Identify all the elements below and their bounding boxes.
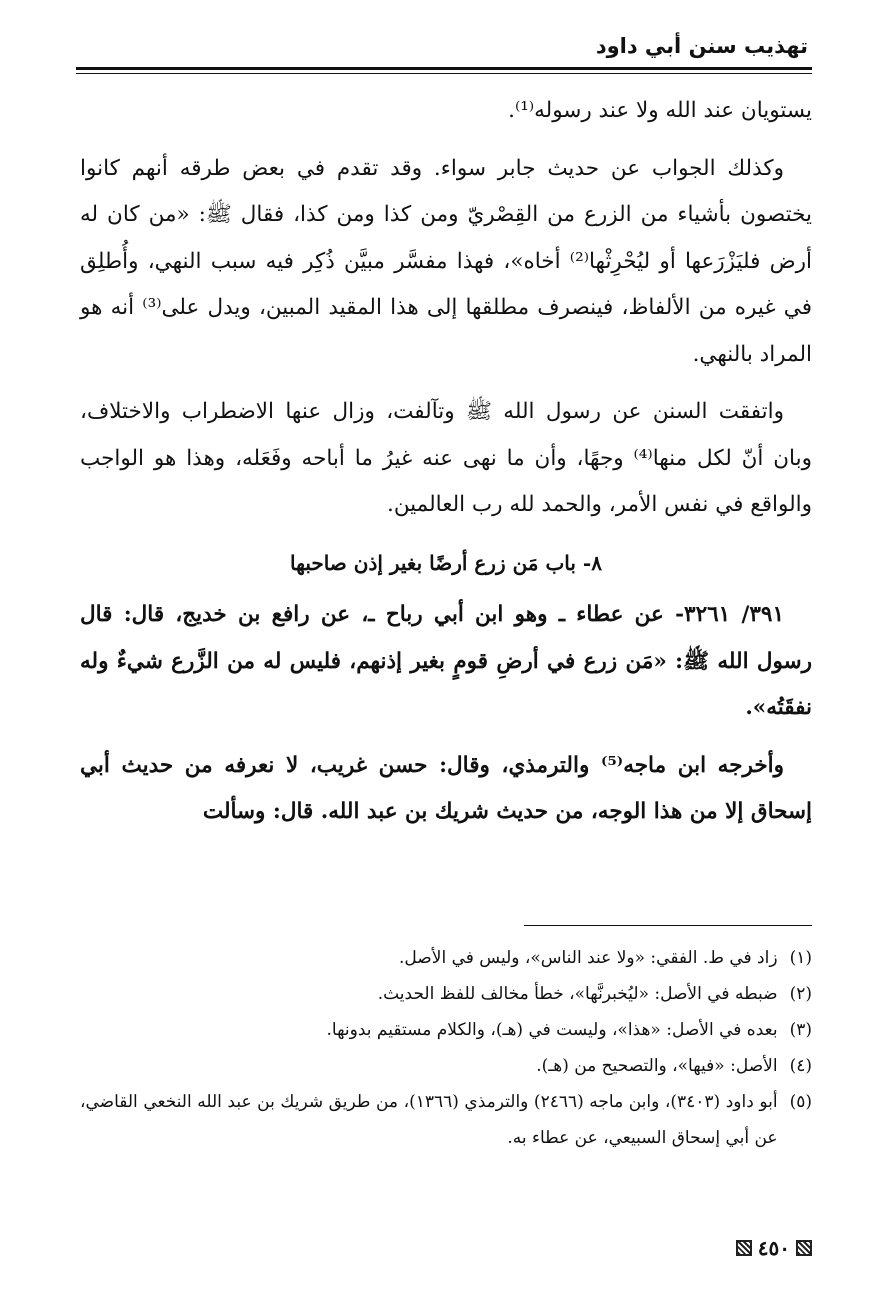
footnote-number: (٣) (789, 1020, 812, 1040)
paragraph-1: يستويان عند الله ولا عند رسوله⁽¹⁾. (508, 98, 812, 123)
hadith-text: ٣٩١/ ٣٢٦١- عن عطاء ـ وهو ابن أبي رباح ـ، عن رافع بن خديج، قال: قال رسول الله ﷺ: «مَن زرع في أرضِ قومٍ بغير إذنهم، فليس له من الزَّرع شيءٌ وله نفقَتُه». (80, 602, 812, 720)
paragraph-3: واتفقت السنن عن رسول الله ﷺ وتآلفت، وزال عنها الاضطراب والاختلاف، وبان أنّ لكل منها⁽⁴⁾ وجهًا، وأن ما نهى عنه غيرُ ما أباحه وفَعَله، وهذا هو الواجب والواقع في نفس الأمر، والحمد لله رب العالمين. (80, 399, 812, 517)
footnote-number: (١) (789, 948, 812, 968)
paragraph-4: وأخرجه ابن ماجه⁽⁵⁾ والترمذي، وقال: حسن غريب، لا نعرفه من حديث أبي إسحاق إلا من هذا الوجه، من حديث شريك بن عبد الله. قال: وسألت (80, 752, 812, 824)
footnote-number: (٢) (789, 984, 812, 1004)
footnote-4 (80, 1048, 812, 1084)
footnote-text: الأصل: «فيها»، والتصحيح من (هـ). (536, 1056, 778, 1076)
ornament-icon (736, 1240, 752, 1256)
footnote-divider (524, 925, 812, 926)
chapter-heading: ٨- باب مَن زرع أرضًا بغير إذن صاحبها (290, 550, 602, 575)
footnote-3 (80, 1012, 812, 1048)
footnote-text: بعده في الأصل: «هذا»، وليست في (هـ)، والكلام مستقيم بدونها. (326, 1020, 778, 1040)
footnote-text: أبو داود (٣٤٠٣)، وابن ماجه (٢٤٦٦) والترمذي (١٣٦٦)، من طريق شريك بن عبد الله النخعي القاضي، عن أبي إسحاق السبيعي، عن عطاء به. (80, 1092, 778, 1148)
main-text (80, 88, 812, 847)
footnote-2 (80, 976, 812, 1012)
footnotes (80, 940, 812, 1156)
footnote-5 (80, 1084, 812, 1156)
running-header-title: تهذيب سنن أبي داود (595, 34, 808, 58)
page-number-text: ٤٥٠ (757, 1236, 790, 1260)
paragraph-2: وكذلك الجواب عن حديث جابر سواء. وقد تقدم في بعض طرقه أنهم كانوا يختصون بأشياء من الزرع من القِصْريّ ومن كذا ومن كذا، فقال ﷺ: «من كان له أرض فليَزْرَعها أو ليُحْرِثْها⁽²⁾ أخاه»، فهذا مفسَّر مبيَّن ذُكِر فيه سبب النهي، وأُطلِق في غيره من الألفاظ، فينصرف مطلقها إلى هذا المقيد المبين، ويدل على⁽³⁾ أنه هو المراد بالنهي. (80, 155, 812, 367)
header-rule (76, 67, 812, 70)
page-number (736, 1236, 812, 1260)
ornament-icon (796, 1240, 812, 1256)
footnote-1 (80, 940, 812, 976)
footnote-number: (٤) (789, 1056, 812, 1076)
footnote-text: زاد في ط. الفقي: «ولا عند الناس»، وليس في الأصل. (399, 948, 778, 968)
footnote-number: (٥) (789, 1092, 812, 1112)
footnote-text: ضبطه في الأصل: «ليُخبرنَّها»، خطأ مخالف للفظ الحديث. (377, 984, 778, 1004)
header-rule-thin (76, 73, 812, 74)
